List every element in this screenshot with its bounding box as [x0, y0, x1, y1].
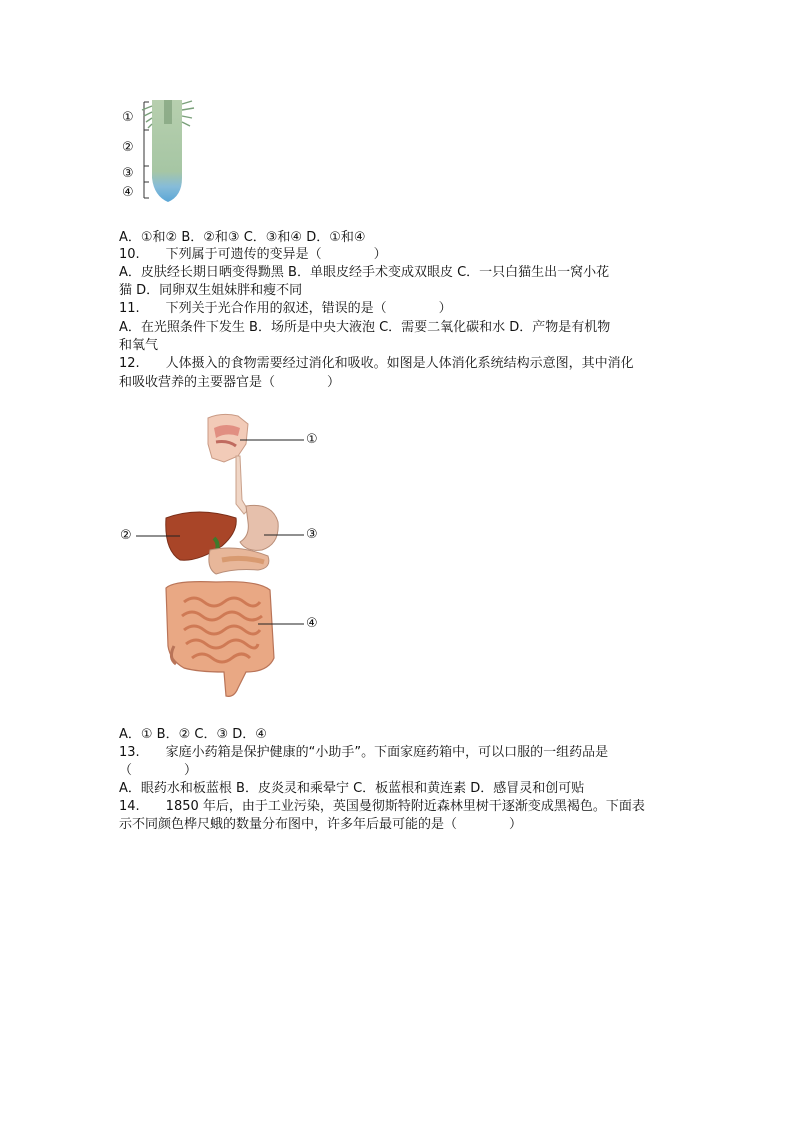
digestive-label-2: ②: [120, 528, 132, 543]
digestive-label-1: ①: [306, 432, 318, 447]
q13-stem-1: 13. 家庭小药箱是保护健康的“小助手”。下面家庭药箱中，可以口服的一组药品是: [119, 745, 609, 760]
q10-options-1: A．皮肤经长期日晒变得黝黑 B．单眼皮经手术变成双眼皮 C．一只白猫生出一窝小花: [119, 265, 610, 280]
root-label-1: ①: [122, 110, 134, 125]
q12-options: A．① B．② C．③ D．④: [119, 727, 267, 742]
q9-options: A．①和② B．②和③ C．③和④ D．①和④: [119, 230, 366, 245]
root-label-4: ④: [122, 185, 134, 200]
q14-stem-1: 14. 1850 年后，由于工业污染，英国曼彻斯特附近森林里树干逐渐变成黑褐色。下面表: [119, 799, 645, 814]
root-label-2: ②: [122, 140, 134, 155]
q10-options-2: 猫 D．同卵双生姐妹胖和瘦不同: [119, 283, 303, 298]
q11-stem: 11. 下列关于光合作用的叙述，错误的是（ ）: [119, 301, 452, 316]
digestive-label-3: ③: [306, 527, 318, 542]
q12-stem-2: 和吸收营养的主要器官是（ ）: [119, 375, 341, 390]
q13-stem-2: （ ）: [119, 763, 198, 778]
digestive-label-4: ④: [306, 616, 318, 631]
q14-stem-2: 示不同颜色桦尺蛾的数量分布图中，许多年后最可能的是（ ）: [119, 817, 523, 832]
q10-stem: 10. 下列属于可遗传的变异是（ ）: [119, 247, 387, 262]
q13-options: A．眼药水和板蓝根 B．皮炎灵和乘晕宁 C．板蓝根和黄连素 D．感冒灵和创可贴: [119, 781, 585, 796]
q11-options-1: A．在光照条件下发生 B．场所是中央大液泡 C．需要二氧化碳和水 D．产物是有机物: [119, 320, 611, 335]
q12-stem-1: 12. 人体摄入的食物需要经过消化和吸收。如图是人体消化系统结构示意图，其中消化: [119, 356, 634, 371]
root-label-3: ③: [122, 166, 134, 181]
digestive-system-figure: [118, 410, 338, 702]
q11-options-2: 和氧气: [119, 338, 159, 353]
